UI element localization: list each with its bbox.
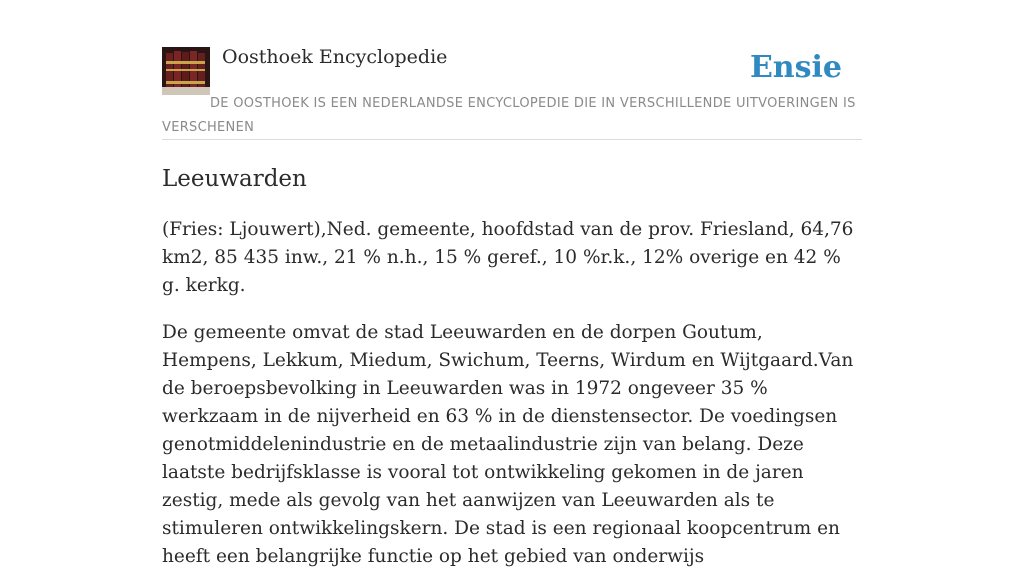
header-divider <box>162 139 862 140</box>
article-title: Leeuwarden <box>162 166 307 192</box>
article <box>162 162 862 571</box>
article-paragraph-2: De gemeente omvat de stad Leeuwarden en de dorpen Goutum, Hempens, Lekkum, Miedum, Swichum, Teerns, Wirdum en Wijtgaard.Van de beroepsbevolking in Leeuwarden was in 1972 ongeveer 35 % werkzaam in de nijverheid en 63 % in de dienstensector. De voedingsen genotmiddelenindustrie en de metaalindustrie zijn van belang. Deze laatste bedrijfsklasse is vooral tot ontwikkeling gekomen in de jaren zestig, mede als gevolg van het aanwijzen van Leeuwarden als te stimuleren ontwikkelingskern. De stad is een regionaal koopcentrum en heeft een belangrijke functie op het gebied van onderwijs <box>162 322 854 567</box>
article-paragraph-1: (Fries: Ljouwert),Ned. gemeente, hoofdstad van de prov. Friesland, 64,76 km2, 85 435 inw., 21 % n.h., 15 % geref., 10 %r.k., 12% overige en 42 % g. kerkg. <box>162 219 854 296</box>
ensie-logo-link[interactable]: Ensie <box>749 50 842 85</box>
source-tagline: DE OOSTHOEK IS EEN NEDERLANDSE ENCYCLOPEDIE DIE IN VERSCHILLENDE UITVOERINGEN IS VERSCHENEN <box>162 96 856 135</box>
source-name-link[interactable]: Oosthoek Encyclopedie <box>222 46 448 68</box>
encyclopedia-books-icon[interactable] <box>162 47 210 95</box>
